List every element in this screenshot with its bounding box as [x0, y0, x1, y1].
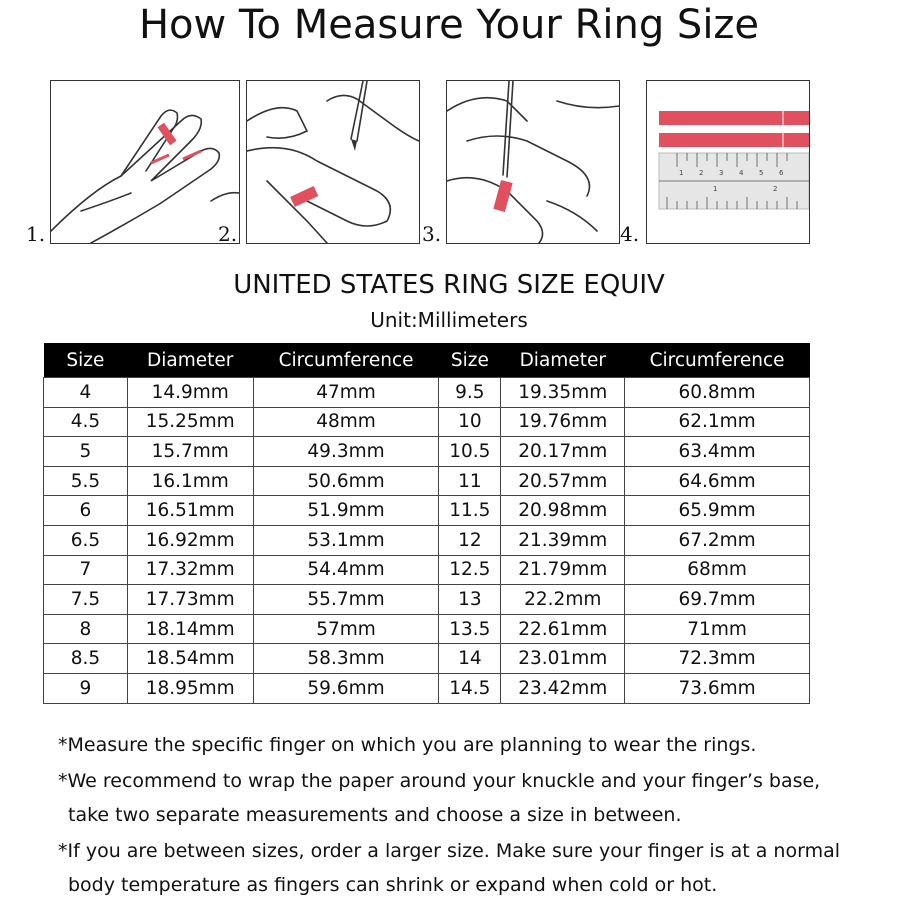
cell-circumference: 53.1mm: [253, 525, 439, 555]
cell-circumference: 64.6mm: [625, 466, 810, 496]
mark-paper-icon: [247, 81, 419, 243]
table-row: [44, 525, 810, 555]
cell-circumference: 68mm: [625, 555, 810, 585]
cell-diameter: 17.73mm: [127, 585, 253, 615]
cell-size: 13.5: [439, 614, 501, 644]
cell-size: 6.5: [44, 525, 128, 555]
ruler-tick-label: 2: [699, 169, 704, 177]
note-item: [58, 764, 888, 832]
cell-diameter: 19.76mm: [501, 407, 625, 437]
cell-circumference: 63.4mm: [625, 437, 810, 467]
cell-size: 7: [44, 555, 128, 585]
cell-circumference: 57mm: [253, 614, 439, 644]
cell-circumference: 72.3mm: [625, 644, 810, 674]
cell-circumference: 58.3mm: [253, 644, 439, 674]
table-row: [44, 673, 810, 703]
cell-diameter: 20.17mm: [501, 437, 625, 467]
cell-size: 4.5: [44, 407, 128, 437]
cell-circumference: 55.7mm: [253, 585, 439, 615]
table-row: [44, 378, 810, 408]
cell-circumference: 65.9mm: [625, 496, 810, 526]
cell-size: 14.5: [439, 673, 501, 703]
header-circumference: Circumference: [625, 343, 810, 378]
cell-circumference: 71mm: [625, 614, 810, 644]
measurement-steps: [26, 80, 826, 250]
measurement-notes: [58, 728, 888, 904]
table-row: [44, 496, 810, 526]
cell-size: 5.5: [44, 466, 128, 496]
cell-diameter: 20.98mm: [501, 496, 625, 526]
cell-diameter: 19.35mm: [501, 378, 625, 408]
page-title: How To Measure Your Ring Size: [138, 2, 760, 48]
cell-circumference: 51.9mm: [253, 496, 439, 526]
table-row: [44, 407, 810, 437]
cell-diameter: 15.25mm: [127, 407, 253, 437]
cell-diameter: 22.61mm: [501, 614, 625, 644]
note-line: *Measure the specific finger on which you are planning to wear the rings.: [58, 734, 757, 756]
ruler-tick-label: 5: [759, 169, 764, 177]
cell-size: 10.5: [439, 437, 501, 467]
cell-diameter: 20.57mm: [501, 466, 625, 496]
ruler-tick-label: 1: [679, 169, 684, 177]
cell-circumference: 54.4mm: [253, 555, 439, 585]
cell-diameter: 18.14mm: [127, 614, 253, 644]
ruler-tick-label: 2: [773, 185, 778, 193]
table-row: [44, 614, 810, 644]
cell-diameter: 18.95mm: [127, 673, 253, 703]
cell-diameter: 14.9mm: [127, 378, 253, 408]
ruler-icon: [647, 81, 809, 243]
step-3-label: 3.: [422, 222, 442, 246]
cell-diameter: 16.51mm: [127, 496, 253, 526]
ring-size-table: [43, 343, 810, 704]
table-header-row: [44, 343, 810, 378]
header-diameter: Diameter: [501, 343, 625, 378]
cell-diameter: 16.92mm: [127, 525, 253, 555]
cell-circumference: 59.6mm: [253, 673, 439, 703]
cell-size: 13: [439, 585, 501, 615]
cell-diameter: 22.2mm: [501, 585, 625, 615]
cell-size: 14: [439, 644, 501, 674]
header-circumference: Circumference: [253, 343, 439, 378]
ruler-tick-label: 6: [779, 169, 784, 177]
cell-diameter: 21.39mm: [501, 525, 625, 555]
cell-size: 12: [439, 525, 501, 555]
cell-circumference: 73.6mm: [625, 673, 810, 703]
cell-size: 4: [44, 378, 128, 408]
step-4-label: 4.: [620, 222, 640, 246]
ruler-tick-label: 4: [739, 169, 744, 177]
cell-diameter: 17.32mm: [127, 555, 253, 585]
table-row: [44, 437, 810, 467]
cell-circumference: 47mm: [253, 378, 439, 408]
cell-circumference: 50.6mm: [253, 466, 439, 496]
step-1-label: 1.: [26, 222, 46, 246]
cell-circumference: 62.1mm: [625, 407, 810, 437]
table-body: [44, 378, 810, 704]
cell-size: 8: [44, 614, 128, 644]
step-4-illustration: [646, 80, 810, 244]
ruler-tick-label: 3: [719, 169, 724, 177]
table-row: [44, 585, 810, 615]
note-item: [58, 834, 888, 902]
cell-diameter: 23.01mm: [501, 644, 625, 674]
cell-size: 7.5: [44, 585, 128, 615]
cell-diameter: 15.7mm: [127, 437, 253, 467]
note-item: [58, 728, 888, 762]
cell-circumference: 67.2mm: [625, 525, 810, 555]
cell-diameter: 23.42mm: [501, 673, 625, 703]
note-line: take two separate measurements and choose a size in between.: [68, 804, 682, 826]
header-size: Size: [439, 343, 501, 378]
cell-diameter: 16.1mm: [127, 466, 253, 496]
cell-size: 12.5: [439, 555, 501, 585]
cell-size: 9: [44, 673, 128, 703]
cell-circumference: 48mm: [253, 407, 439, 437]
step-2-label: 2.: [218, 222, 238, 246]
table-row: [44, 466, 810, 496]
note-line: *If you are between sizes, order a larger size. Make sure your finger is at a normal: [58, 840, 841, 862]
header-diameter: Diameter: [127, 343, 253, 378]
cell-size: 10: [439, 407, 501, 437]
note-line: *We recommend to wrap the paper around your knuckle and your finger’s base,: [58, 770, 821, 792]
step-1-illustration: [50, 80, 240, 244]
header-size: Size: [44, 343, 128, 378]
table-row: [44, 555, 810, 585]
ruler-tick-label: 1: [713, 185, 718, 193]
unit-label: Unit:Millimeters: [370, 308, 528, 332]
cell-size: 8.5: [44, 644, 128, 674]
step-2-illustration: [246, 80, 420, 244]
cell-diameter: 21.79mm: [501, 555, 625, 585]
cell-size: 11.5: [439, 496, 501, 526]
cell-size: 9.5: [439, 378, 501, 408]
table-row: [44, 644, 810, 674]
cell-circumference: 49.3mm: [253, 437, 439, 467]
cell-diameter: 18.54mm: [127, 644, 253, 674]
table-title: UNITED STATES RING SIZE EQUIV: [233, 270, 665, 300]
note-line: body temperature as fingers can shrink or expand when cold or hot.: [68, 874, 718, 896]
wrap-finger-icon: [51, 81, 239, 243]
cell-circumference: 60.8mm: [625, 378, 810, 408]
step-3-illustration: [446, 80, 620, 244]
cell-size: 5: [44, 437, 128, 467]
pen-mark-icon: [447, 81, 619, 243]
cell-size: 6: [44, 496, 128, 526]
cell-size: 11: [439, 466, 501, 496]
cell-circumference: 69.7mm: [625, 585, 810, 615]
